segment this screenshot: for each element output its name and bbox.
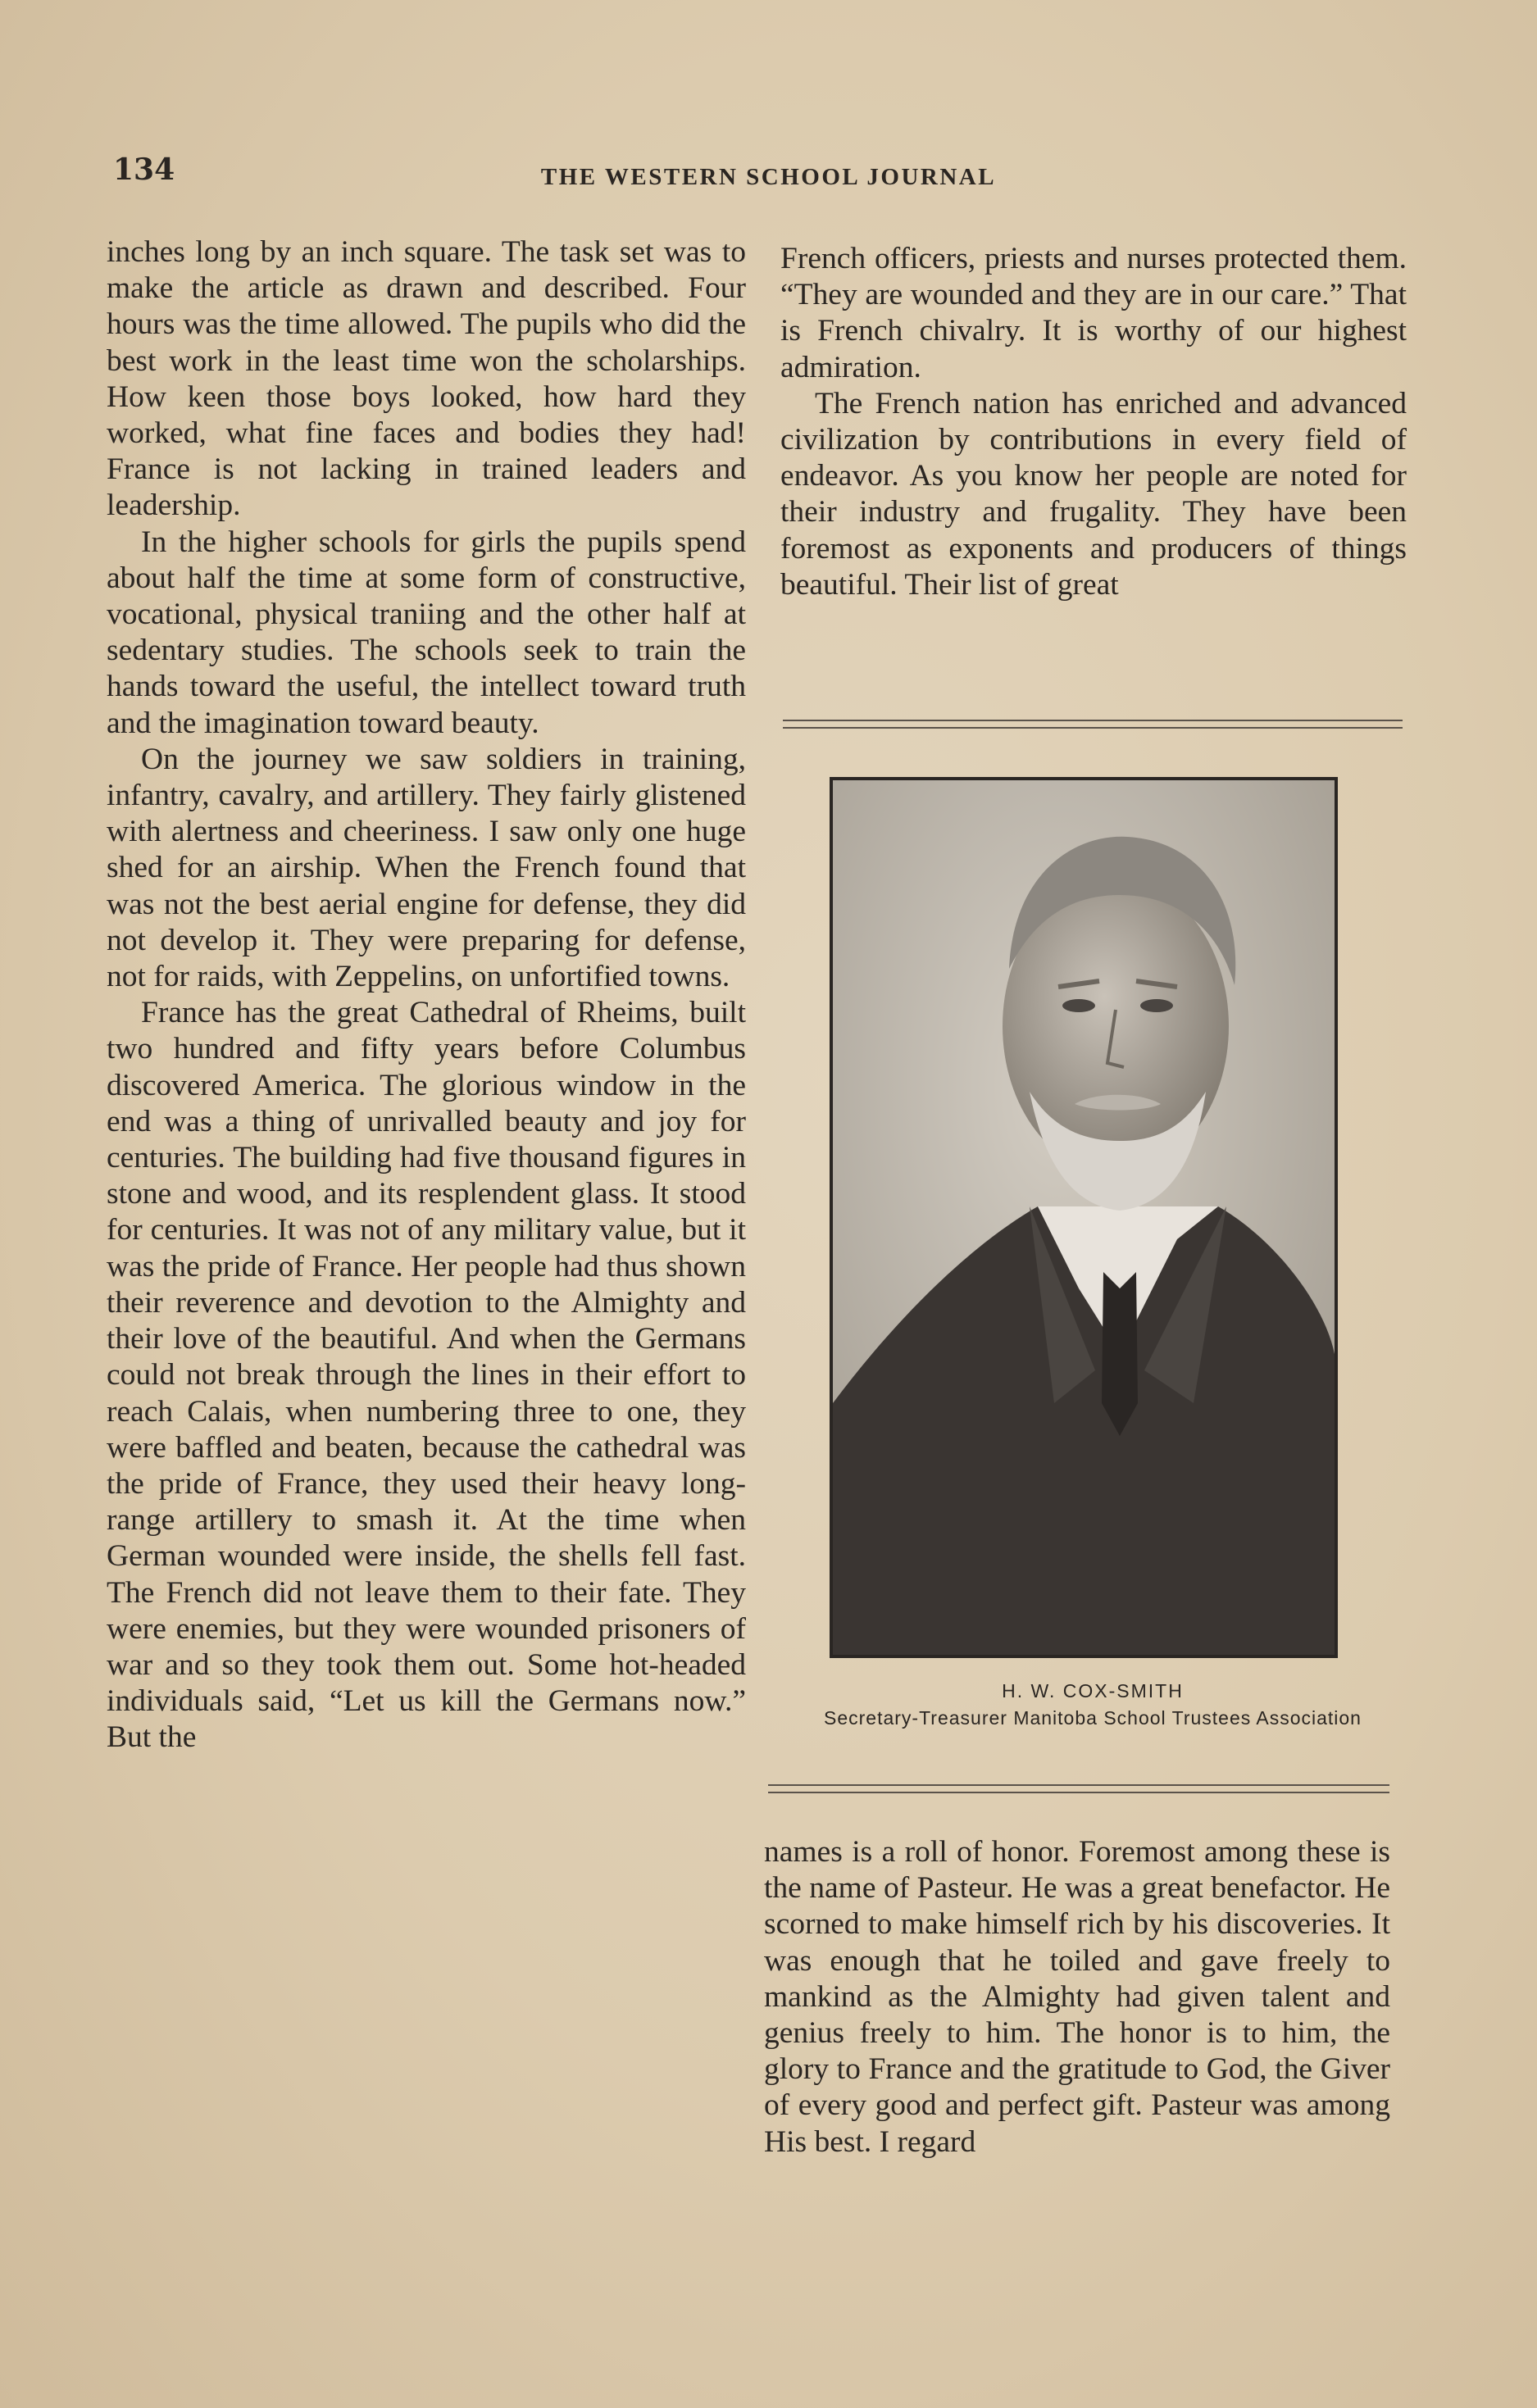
left-column xyxy=(107,234,746,1756)
left-paragraph-1: inches long by an inch square. The task set was to make the article as drawn and described. Four hours was the time allowed. The pupils who did the best work in the least time won the scholarships. How keen those boys looked, how hard they worked, what fine faces and bodies they had! France is not lacking in trained leaders and leadership. xyxy=(107,235,746,523)
page-number: 134 xyxy=(113,152,175,187)
caption-name: H. W. COX-SMITH xyxy=(1002,1680,1184,1702)
portrait-photo xyxy=(830,777,1338,1658)
caption-title: Secretary-Treasurer Manitoba School Trustees Association xyxy=(824,1707,1362,1729)
right-top-paragraph-1: French officers, priests and nurses protected them. “They are wounded and they are in our care.” That is French chivalry. It is worthy of our highest admiration. xyxy=(780,242,1407,384)
right-top-paragraph-2: The French nation has enriched and advanced civilization by contributions in every field of endeavor. As you know her people are noted for their industry and frugality. They have been foremost as exponents and producers of things beautiful. Their list of great xyxy=(780,386,1407,602)
right-column-bottom xyxy=(764,1834,1390,2160)
journal-title: THE WESTERN SCHOOL JOURNAL xyxy=(540,164,997,190)
portrait-illustration xyxy=(833,780,1335,1655)
right-column-top xyxy=(780,241,1407,603)
right-bottom-paragraph-1: names is a roll of honor. Foremost among these is the name of Pasteur. He was a great benefactor. He scorned to make himself rich by his discoveries. It was enough that he toiled and gave freely to mankind as the Almighty had given talent and genius freely to him. The honor is to him, the glory to France and the gratitude to God, the Giver of every good and perfect gift. Pasteur was among His best. I regard xyxy=(764,1835,1390,2159)
left-paragraph-3: On the journey we saw soldiers in training, infantry, cavalry, and artillery. They fairly glistened with alertness and cheeriness. I saw only one huge shed for an airship. When the French found that was not the best aerial engine for defense, they did not develop it. They were preparing for defense, not for raids, with Zeppelins, on unfortified towns. xyxy=(107,742,746,994)
left-paragraph-4: France has the great Cathedral of Rheims, built two hundred and fifty years before Columbus discovered America. The glorious window in the end was a thing of unrivalled beauty and joy for centuries. The building had five thousand figures in stone and wood, and its resplendent glass. It stood for centuries. It was not of any military value, but it was the pride of France. Her people had thus shown their reverence and devotion to the Almighty and their love of the beautiful. And when the Germans could not break through the lines in their effort to reach Calais, when numbering three to one, they were baffled and beaten, because the cathedral was the pride of France, they used their heavy long-range artillery to smash it. At the time when German wounded were inside, the shells fell fast. The French did not leave them to their fate. They were enemies, but they were wounded prisoners of war and so they took them out. Some hot-headed individuals said, “Let us kill the Germans now.” But the xyxy=(107,996,746,1755)
figure-bottom-rule xyxy=(768,1784,1389,1793)
left-paragraph-2: In the higher schools for girls the pupils spend about half the time at some form of constructive, vocational, physical traniing and the other half at sedentary studies. The schools seek to train the hands toward the useful, the intellect toward truth and the imagination toward beauty. xyxy=(107,525,746,740)
figure-top-rule xyxy=(783,720,1403,729)
